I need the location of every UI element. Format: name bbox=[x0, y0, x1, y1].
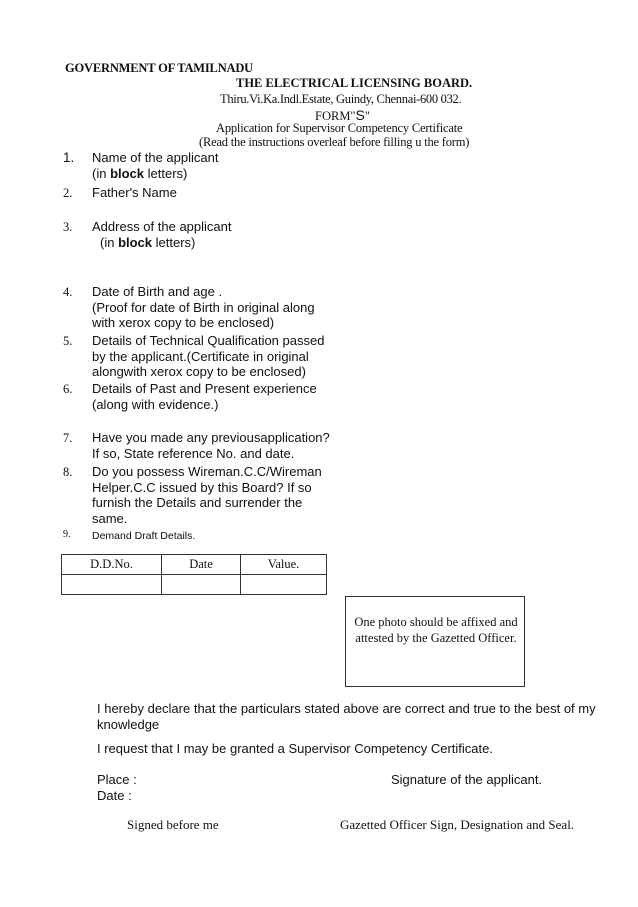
item-sublabel: furnish the Details and surrender the bbox=[92, 495, 303, 510]
form-prefix: FORM" bbox=[315, 109, 356, 123]
item-sublabel: If so, State reference No. and date. bbox=[92, 445, 295, 461]
form-suffix: " bbox=[364, 109, 370, 123]
table-header-dd-no: D.D.No. bbox=[62, 555, 162, 575]
declaration-line: knowledge bbox=[97, 716, 160, 732]
table-header-value: Value. bbox=[241, 555, 327, 575]
item-number: 6. bbox=[63, 382, 73, 396]
form-letter: S bbox=[355, 107, 365, 123]
declaration-line: I hereby declare that the particulars stated above are correct and true to the best of my bbox=[97, 701, 596, 716]
item-sublabel: (in block letters) bbox=[92, 165, 188, 181]
item-label: Details of Past and Present experience bbox=[92, 381, 317, 396]
demand-draft-table bbox=[61, 554, 327, 595]
item-number: 1. bbox=[63, 150, 75, 165]
item-sublabel: by the applicant.(Certificate in original bbox=[92, 348, 309, 364]
item-experience bbox=[92, 381, 317, 412]
applicant-signature-label: Signature of the applicant. bbox=[391, 772, 543, 787]
item-sublabel: (Proof for date of Birth in original along bbox=[92, 299, 315, 315]
item-date-of-birth bbox=[92, 284, 315, 331]
board-address: Thiru.Vi.Ka.Indl.Estate, Guindy, Chennai-600 032. bbox=[220, 92, 462, 106]
item-label: Address of the applicant bbox=[92, 219, 232, 234]
board-title: THE ELECTRICAL LICENSING BOARD. bbox=[236, 76, 473, 90]
item-fathers-name bbox=[92, 185, 177, 201]
table-header-row bbox=[62, 555, 327, 575]
item-sublabel: same. bbox=[92, 510, 128, 526]
item-address bbox=[92, 219, 231, 250]
item-label: Father's Name bbox=[92, 185, 177, 200]
item-label: Date of Birth and age . bbox=[92, 284, 223, 299]
item-label: Name of the applicant bbox=[92, 150, 219, 165]
item-technical-qualification bbox=[92, 333, 324, 380]
item-sublabel: with xerox copy to be enclosed) bbox=[92, 315, 275, 330]
item-sublabel: alongwith xerox copy to be enclosed) bbox=[92, 364, 306, 379]
item-sublabel: (along with evidence.) bbox=[92, 396, 219, 412]
item-number: 4. bbox=[63, 285, 73, 299]
item-demand-draft bbox=[92, 529, 195, 545]
item-number: 2. bbox=[63, 186, 73, 200]
government-heading: GOVERNMENT OF TAMILNADU bbox=[65, 61, 254, 75]
signed-before-label: Signed before me bbox=[127, 817, 219, 832]
item-number: 5. bbox=[63, 334, 73, 348]
item-sublabel: Helper.C.C issued by this Board? If so bbox=[92, 479, 312, 495]
item-label: Demand Draft Details. bbox=[92, 530, 196, 542]
application-title: Application for Supervisor Competency Certificate bbox=[216, 121, 463, 135]
gazetted-officer-label: Gazetted Officer Sign, Designation and Seal. bbox=[340, 817, 575, 832]
item-number: 8. bbox=[63, 465, 73, 479]
item-number: 7. bbox=[63, 431, 73, 445]
item-sublabel: (in block letters) bbox=[100, 234, 196, 250]
table-row bbox=[62, 575, 327, 595]
item-label: Have you made any previousapplication? bbox=[92, 430, 330, 445]
item-label: Do you possess Wireman.C.C/Wireman bbox=[92, 464, 322, 479]
item-label: Details of Technical Qualification passed bbox=[92, 333, 325, 348]
item-number: 9. bbox=[63, 529, 71, 540]
item-name-of-applicant bbox=[92, 150, 218, 181]
table-cell-date[interactable] bbox=[162, 575, 241, 595]
photo-text-line: One photo should be affixed and bbox=[354, 615, 518, 629]
item-number: 3. bbox=[63, 220, 73, 234]
declaration-text bbox=[97, 701, 596, 732]
table-cell-dd-no[interactable] bbox=[62, 575, 162, 595]
photo-text-line: attested by the Gazetted Officer. bbox=[355, 630, 517, 645]
table-header-date: Date bbox=[162, 555, 241, 575]
table-cell-value[interactable] bbox=[241, 575, 327, 595]
item-wireman-cc bbox=[92, 464, 322, 526]
place-label: Place : bbox=[97, 772, 137, 787]
request-text: I request that I may be granted a Supervisor Competency Certificate. bbox=[97, 741, 493, 756]
date-label: Date : bbox=[97, 788, 132, 803]
photo-box bbox=[345, 596, 525, 687]
item-previous-application bbox=[92, 430, 330, 461]
instructions-note: (Read the instructions overleaf before filling u the form) bbox=[199, 135, 470, 149]
photo-instructions bbox=[346, 615, 526, 646]
